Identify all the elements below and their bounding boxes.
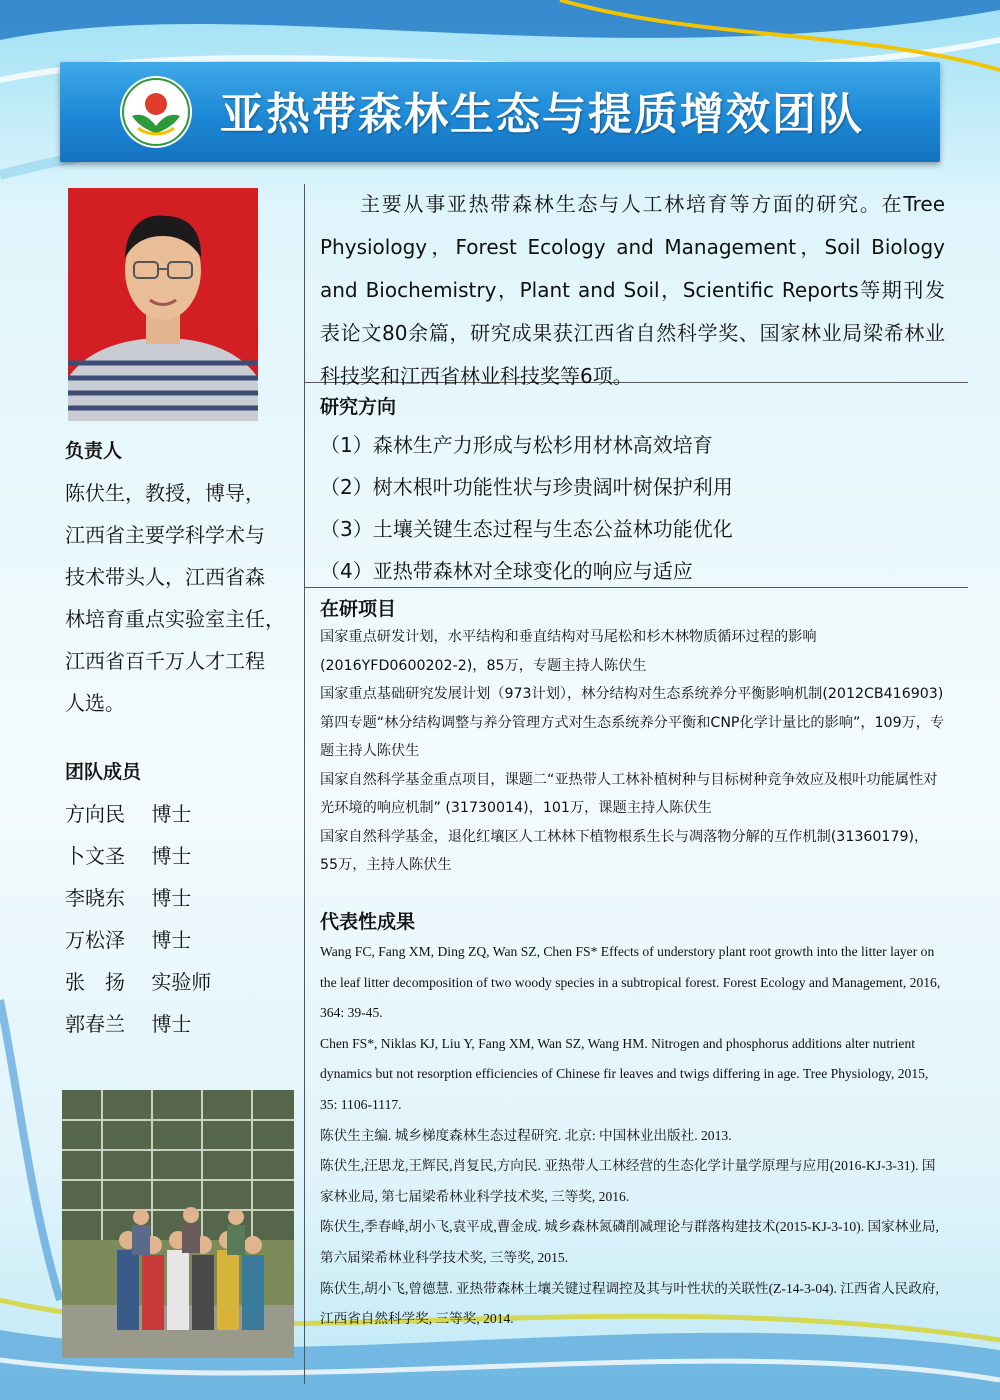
- results-heading: 代表性成果: [320, 911, 416, 933]
- result-item: 陈伏生,汪思龙,王辉民,肖复民,方向民. 亚热带人工林经营的生态化学计量学原理与应用(2016-KJ-3-31). 国家林业局, 第七届梁希林业科学技术奖, 三等奖, 2016.: [320, 1158, 936, 1204]
- member-title: 博士: [151, 802, 192, 826]
- leader-line: 人选。: [65, 691, 125, 715]
- member-title: 博士: [151, 928, 192, 952]
- member-title: 博士: [151, 1012, 192, 1036]
- result-item: 陈伏生,季春峰,胡小飞,袁平成,曹金成. 城乡森林氮磷削减理论与群落构建技术(2015-KJ-3-10). 国家林业局, 第六届梁希林业科学技术奖, 三等奖, 2015.: [320, 1219, 939, 1265]
- team-member: [65, 961, 300, 1003]
- research-heading: 研究方向: [320, 396, 397, 418]
- leader-heading: 负责人: [65, 440, 123, 462]
- member-name: 李晓东: [65, 886, 125, 910]
- team-intro: [320, 183, 945, 398]
- member-title: 博士: [151, 886, 192, 910]
- university-logo-icon: [118, 74, 194, 150]
- team-member: [65, 835, 300, 877]
- result-item: Wang FC, Fang XM, Ding ZQ, Wan SZ, Chen FS* Effects of understory plant root growth into the litter layer on the leaf litter decomposition of two woody species in a subtropical forest. Forest Ecology and Management, 2016, 364: 39-45.: [320, 944, 941, 1021]
- team-member: [65, 877, 300, 919]
- team-member: [65, 919, 300, 961]
- left-column: [65, 430, 300, 1045]
- member-name: 方向民: [65, 802, 125, 826]
- leader-line: 江西省百千万人才工程: [65, 649, 265, 673]
- team-member-list: [65, 793, 300, 1045]
- page-title: 亚热带森林生态与提质增效团队: [220, 89, 864, 140]
- team-group-photo: [62, 1090, 294, 1358]
- research-section: [320, 390, 960, 592]
- intro-paragraph: 主要从事亚热带森林生态与人工林培育等方面的研究。在Tree Physiology，Forest Ecology and Management，Soil Biology and Biochemistry，Plant and Soil，Scientific Reports等期刊发表论文80余篇，研究成果获江西省自然科学奖、国家林业局梁希林业科技奖和江西省林业科技奖等6项。: [320, 192, 945, 388]
- team-member: [65, 1003, 300, 1045]
- leader-line: 陈伏生，教授，博导，: [65, 481, 265, 505]
- member-title: 实验师: [151, 970, 212, 994]
- team-heading: 团队成员: [65, 761, 142, 783]
- project-item: 国家重点基础研究发展计划（973计划），林分结构对生态系统养分平衡影响机制(2012CB416903)第四专题“林分结构调整与养分管理方式对生态系统养分平衡和CNP化学计量比的影响”，109万，专题主持人陈伏生: [320, 686, 945, 759]
- project-item: 国家自然科学基金，退化红壤区人工林林下植物根系生长与凋落物分解的互作机制(31360179)，55万，主持人陈伏生: [320, 828, 929, 873]
- leader-line: 技术带头人，江西省森: [65, 565, 265, 589]
- leader-portrait: [68, 188, 258, 421]
- results-section: [320, 907, 945, 1335]
- leader-line: 江西省主要学科学术与: [65, 523, 265, 547]
- research-item: （3）土壤关键生态过程与生态公益林功能优化: [320, 517, 733, 541]
- projects-heading: 在研项目: [320, 598, 397, 620]
- column-divider: [304, 184, 305, 1384]
- leader-description: [65, 472, 300, 724]
- member-name: 郭春兰: [65, 1012, 125, 1036]
- member-name: 张 扬: [65, 970, 125, 994]
- team-member: [65, 793, 300, 835]
- research-item: （4）亚热带森林对全球变化的响应与适应: [320, 559, 693, 583]
- research-item: （1）森林生产力形成与松杉用材林高效培育: [320, 433, 713, 457]
- leader-line: 林培育重点实验室主任，: [65, 607, 285, 631]
- member-title: 博士: [151, 844, 192, 868]
- result-item: Chen FS*, Niklas KJ, Liu Y, Fang XM, Wan SZ, Wang HM. Nitrogen and phosphorus additions alter nutrient dynamics but not resorption efficiencies of Chinese fir leaves and twigs differing in age. Tree Physiology, 2015, 35: 1106-1117.: [320, 1035, 929, 1112]
- result-item: 陈伏生,胡小飞,曾德慧. 亚热带森林土壤关键过程调控及其与叶性状的关联性(Z-14-3-04). 江西省人民政府, 江西省自然科学奖, 三等奖, 2014.: [320, 1280, 939, 1327]
- title-banner: [60, 62, 940, 162]
- projects-section: [320, 595, 945, 880]
- member-name: 万松泽: [65, 928, 125, 952]
- project-item: 国家重点研发计划，水平结构和垂直结构对马尾松和杉木林物质循环过程的影响(2016YFD0600202-2)，85万，专题主持人陈伏生: [320, 629, 817, 674]
- research-item: （2）树木根叶功能性状与珍贵阔叶树保护利用: [320, 475, 733, 499]
- member-name: 卜文圣: [65, 844, 125, 868]
- project-item: 国家自然科学基金重点项目，课题二“亚热带人工林补植树种与目标树种竞争效应及根叶功能属性对光环境的响应机制” (31730014)，101万，课题主持人陈伏生: [320, 771, 938, 816]
- result-item: 陈伏生主编. 城乡梯度森林生态过程研究. 北京: 中国林业出版社. 2013.: [320, 1127, 732, 1143]
